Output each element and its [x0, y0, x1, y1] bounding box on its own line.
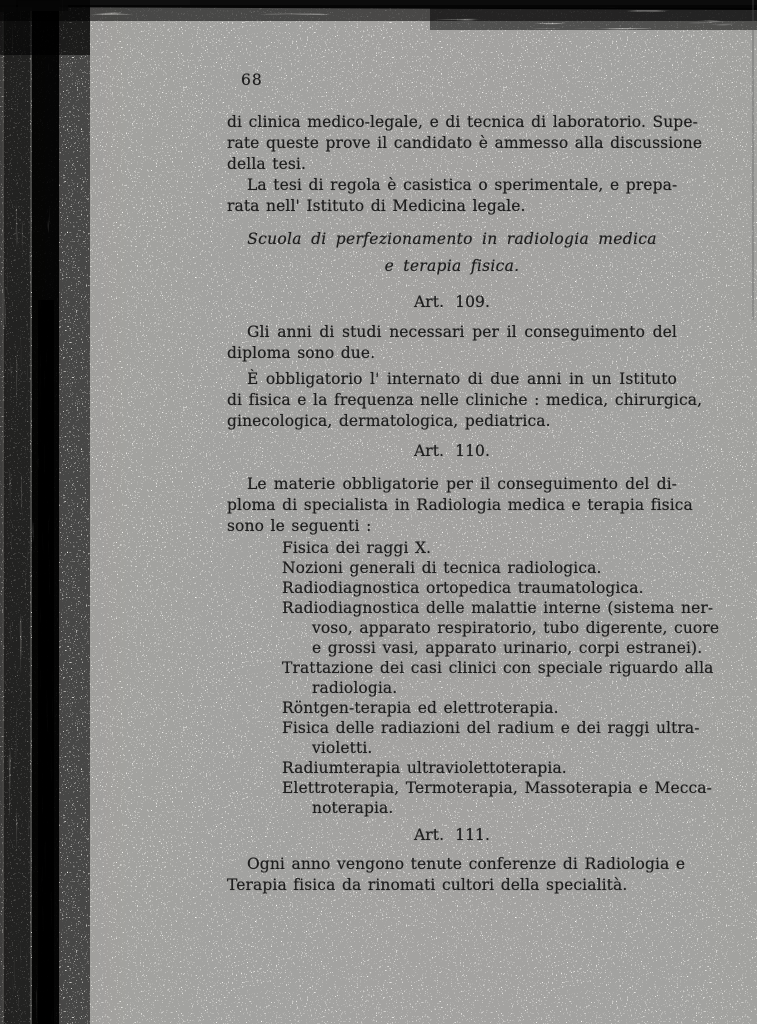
text-line: Le materie obbligatorie per il conseguimento del di-: [247, 475, 677, 493]
text-line: ginecologica, dermatologica, pediatrica.: [227, 412, 551, 430]
list-item: [227, 778, 712, 818]
text-line: Fisica dei raggi X.: [282, 539, 432, 557]
heading-line: Scuola di perfezionamento in radiologia medica: [247, 230, 657, 248]
text-line: È obbligatorio l' internato di due anni in un Istituto: [247, 370, 677, 388]
text-line: ploma di specialista in Radiologia medica e terapia fisica: [227, 496, 693, 514]
text-line: violetti.: [312, 739, 373, 757]
text-line: noterapia.: [312, 799, 394, 817]
text-line: diploma sono due.: [227, 344, 376, 362]
text-line: Fisica delle radiazioni del radium e dei raggi ultra-: [282, 719, 700, 737]
article-heading: [227, 441, 677, 462]
paragraph: [227, 112, 703, 175]
text-line: Radiodiagnostica delle malattie interne (sistema ner-: [282, 599, 714, 617]
list-item: [227, 658, 714, 698]
article-heading: [227, 825, 677, 846]
text-line: rate queste prove il candidato è ammesso alla discussione: [227, 134, 703, 152]
subject-list: [227, 538, 720, 818]
paragraph: [227, 474, 693, 537]
text-line: Radiodiagnostica ortopedica traumatologica.: [282, 579, 644, 597]
list-item: [227, 598, 720, 658]
text-line: Gli anni di studi necessari per il conseguimento del: [247, 323, 677, 341]
article-number: Art. 111.: [413, 826, 491, 844]
text-line: sono le seguenti :: [227, 517, 372, 535]
text-line: Trattazione dei casi clinici con speciale riguardo alla: [282, 659, 714, 677]
list-item: [227, 698, 677, 718]
text-line: Terapia fisica da rinomati cultori della specialità.: [227, 876, 628, 894]
paragraph: [227, 369, 703, 432]
paragraph: [227, 854, 686, 896]
text-line: radiologia.: [312, 679, 398, 697]
text-line: di fisica e la frequenza nelle cliniche : medica, chirurgica,: [227, 391, 703, 409]
article-heading: [227, 292, 677, 313]
list-item: [227, 578, 677, 598]
article-number: Art. 109.: [413, 293, 491, 311]
text-line: voso, apparato respiratorio, tubo digerente, cuore: [312, 619, 720, 637]
text-line: della tesi.: [227, 155, 307, 173]
paragraph: [227, 322, 677, 364]
text-line: Nozioni generali di tecnica radiologica.: [282, 559, 602, 577]
text-line: rata nell' Istituto di Medicina legale.: [227, 197, 526, 215]
paragraph: [227, 175, 677, 217]
page-number: 68: [241, 71, 263, 89]
text-line: Ogni anno vengono tenute conferenze di Radiologia e: [247, 855, 686, 873]
text-line: di clinica medico-legale, e di tecnica di laboratorio. Supe-: [227, 113, 698, 131]
text-line: Elettroterapia, Termoterapia, Massoterapia e Mecca-: [282, 779, 712, 797]
list-item: [227, 758, 677, 778]
text-line: Röntgen-terapia ed elettroterapia.: [282, 699, 559, 717]
list-item: [227, 718, 700, 758]
text-line: e grossi vasi, apparato urinario, corpi estranei).: [312, 639, 703, 657]
list-item: [227, 558, 677, 578]
section-heading: [227, 226, 677, 280]
text-column: [227, 112, 720, 896]
text-line: Radiumterapia ultraviolettoterapia.: [282, 759, 567, 777]
list-item: [227, 538, 677, 558]
heading-line: e terapia fisica.: [384, 257, 520, 275]
text-line: La tesi di regola è casistica o sperimentale, e prepa-: [247, 176, 678, 194]
article-number: Art. 110.: [413, 442, 491, 460]
